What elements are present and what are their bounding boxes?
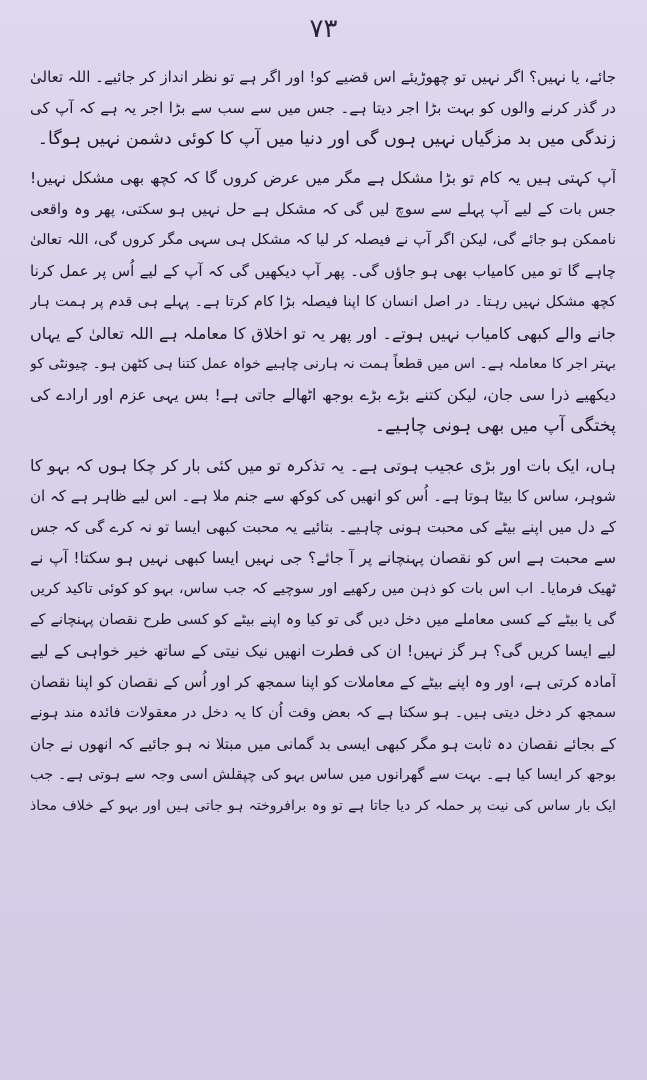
text-line: زندگی میں بد مزگیاں نہیں ہوں گی اور دنیا میں آپ کا کوئی دشمن نہیں ہوگا۔ (37, 129, 616, 149)
text-line: در گذر کرنے والوں کو بہت بڑا اجر دیتا ہے۔ جس میں سے سب سے بڑا اجر یہ ہے کہ آپ کی (30, 99, 616, 117)
paragraph (30, 163, 616, 442)
text-line: کے دل میں اپنے بیٹے کی محبت ہونی چاہیے۔ بتائیے یہ محبت کبھی ایسا تو نہ کرے گی کہ جس (30, 518, 616, 536)
text-line: جس بات کے لیے آپ پہلے سے سوچ لیں گی کہ مشکل ہے حل نہیں ہو سکتی، پھر وہ واقعی (30, 200, 616, 218)
text-line: چاہے گا تو میں کامیاب بھی ہو جاؤں گی۔ پھر آپ دیکھیں گی کہ آپ کے لیے اُس پر عمل کرنا (30, 262, 616, 280)
text-line: بوجھ کر ایسا کیا ہے۔ بہت سے گھرانوں میں ساس بہو کی چپقلش اسی وجہ سے ہوتی ہے۔ جب (30, 767, 616, 783)
text-line: بہتر اجر کا معاملہ ہے۔ اس میں قطعاً ہمت نہ ہارنی چاہیے خواہ عمل کتنا ہی کٹھن ہو۔ چیونٹی کو (30, 356, 616, 372)
text-line: ہاں، ایک بات اور بڑی عجیب ہوتی ہے۔ یہ تذکرہ تو میں کئی بار کر چکا ہوں کہ بہو کا (30, 456, 616, 475)
text-line: کچھ مشکل نہیں رہتا۔ در اصل انسان کا اپنا فیصلہ بڑا کام کرتا ہے۔ پہلے ہی قدم پر ہمت ہار (30, 294, 616, 310)
text-line: لیے ایسا کریں گی؟ ہر گز نہیں! ان کی فطرت انھیں نیک نیتی کے ساتھ خیر خواہی کے لیے (30, 642, 616, 660)
page-number: ۷۳ (309, 14, 338, 44)
text-line: کے بجائے نقصان دہ ثابت ہو مگر کبھی ایسی بد گمانی میں مبتلا نہ ہو جائیے کہ انھوں نے جان (30, 735, 616, 753)
text-line: دیکھیے ذرا سی جان، لیکن کتنے بڑے بڑے بوجھ اٹھالے جاتی ہے! بس یہی عزم اور ارادے کی (30, 386, 616, 404)
text-line: آپ کہتی ہیں یہ کام تو بڑا مشکل ہے مگر میں عرض کروں گا کہ کچھ بھی مشکل نہیں! (30, 169, 616, 187)
paragraph (30, 450, 616, 822)
text-line: شوہر، ساس کا بیٹا ہوتا ہے۔ اُس کو انھیں کی کوکھ سے جنم ملا ہے۔ اس لیے ظاہر ہے کہ ان (30, 487, 616, 505)
text-line: سے محبت ہے اس کو نقصان پہنچانے پر آ جائے؟ جی نہیں ایسا کبھی نہیں ہو سکتا! آپ نے (30, 549, 616, 567)
text-line: سمجھ کر دخل دیتی ہیں۔ ہو سکتا ہے کہ بعض وقت اُن کا یہ دخل در معقولات فائدہ مند ہونے (30, 705, 616, 721)
text-line: آمادہ کرتی ہے، اور وہ اپنے بیٹے کے معاملات کو اپنا سمجھ کر اور اُس کے نقصان کو اپنا نقصان (30, 673, 616, 691)
text-line: جانے والے کبھی کامیاب نہیں ہوتے۔ اور پھر یہ تو اخلاق کا معاملہ ہے اللہ تعالیٰ کے یہاں (30, 324, 616, 343)
text-line: گی یا بیٹے کے کسی معاملے میں دخل دیں گی تو کیا وہ اپنے بیٹے کو کسی طرح نقصان پہنچانے کے (30, 612, 616, 628)
text-line: ٹھیک فرمایا۔ اب اس بات کو ذہن میں رکھیے اور سوچیے کہ جب ساس، بہو کو کوئی تاکید کریں (30, 581, 616, 597)
paragraph (30, 62, 616, 155)
text-line: جائے، یا نہیں؟ اگر نہیں تو چھوڑیئے اس قضیے کو! اور اگر ہے تو نظر انداز کر جائیے۔ اللہ تعالیٰ (30, 68, 616, 86)
text-line: ناممکن ہو جائے گی، لیکن اگر آپ نے فیصلہ کر لیا کہ مشکل ہی سہی مگر کروں گی، اللہ تعالیٰ (30, 232, 616, 248)
text-line: پختگی آپ میں بھی ہونی چاہیے۔ (374, 416, 616, 436)
text-line: ایک بار ساس کی نیت پر حملہ کر دیا جاتا ہے تو وہ برافروختہ ہو جاتی ہیں اور بہو کے خلاف محاذ (30, 798, 616, 814)
body-text (30, 62, 616, 822)
